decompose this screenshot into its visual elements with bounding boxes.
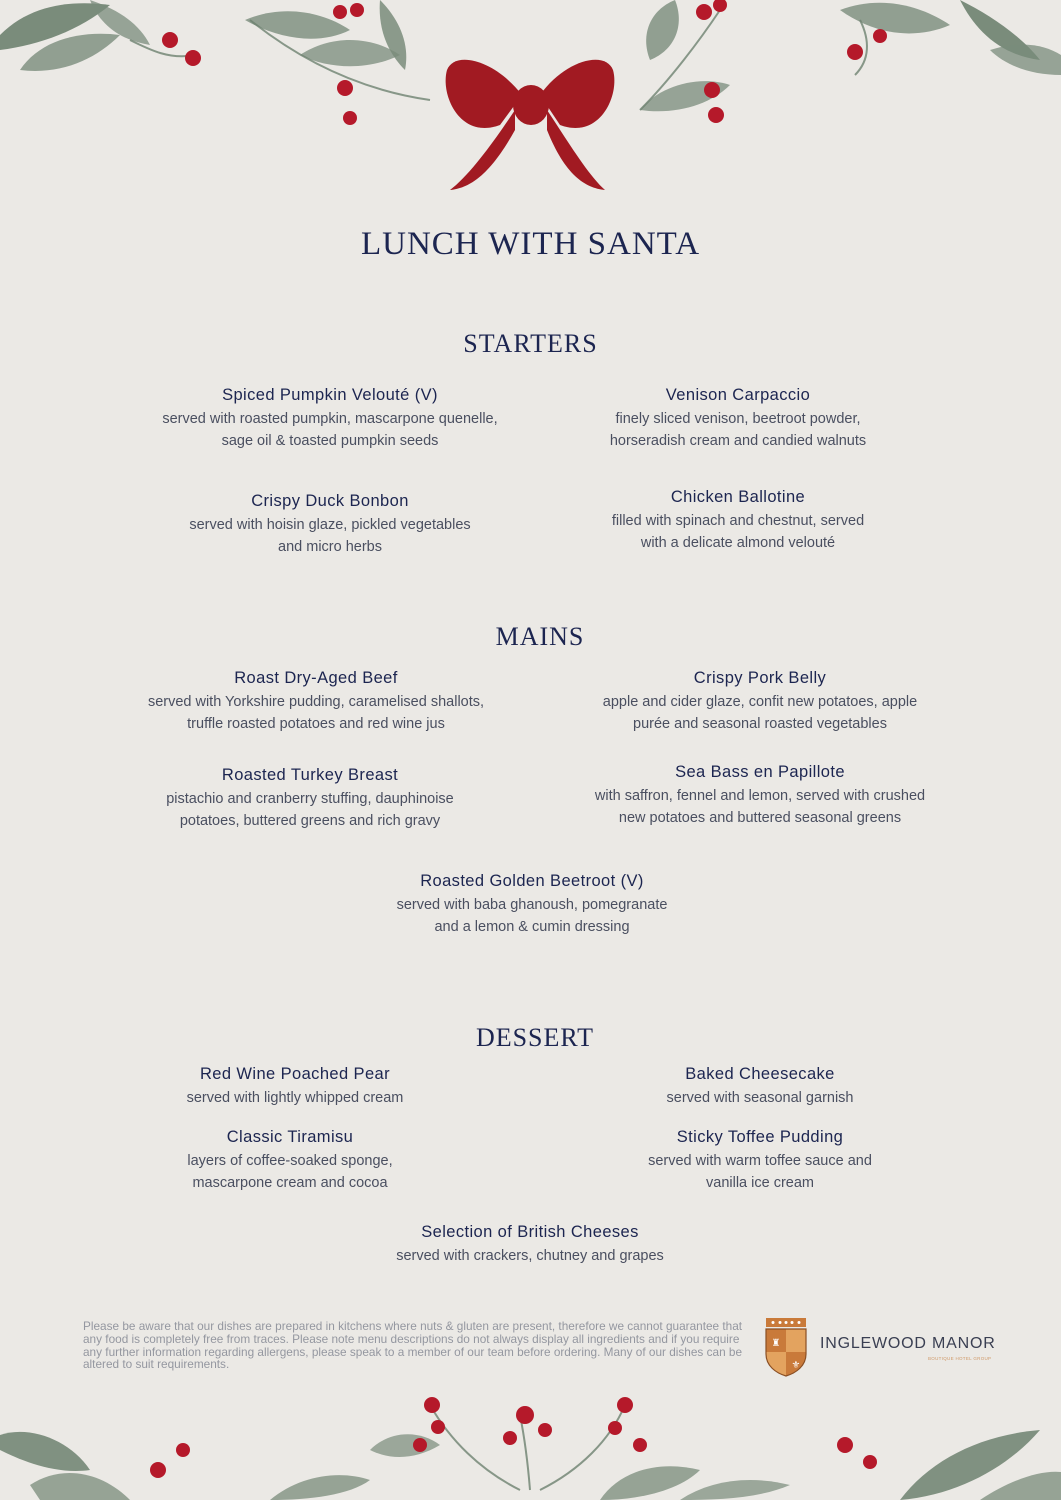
menu-item <box>120 384 540 452</box>
item-description: served with crackers, chutney and grapes <box>396 1248 664 1264</box>
item-name: Sea Bass en Papillote <box>675 763 845 781</box>
item-name: Sticky Toffee Pudding <box>676 1128 844 1146</box>
item-name: Selection of British Cheeses <box>421 1223 639 1241</box>
item-name: Red Wine Poached Pear <box>199 1065 390 1083</box>
item-description: served with seasonal garnish <box>666 1090 854 1106</box>
menu-item <box>100 764 520 832</box>
crest-icon <box>762 1316 810 1378</box>
menu-item <box>120 490 540 558</box>
item-description: filled with spinach and chestnut, served with a delicate almond velouté <box>611 513 865 551</box>
brand-logo <box>762 1316 1002 1380</box>
menu-item <box>538 486 938 554</box>
item-name: Roasted Turkey Breast <box>221 766 399 784</box>
item-name: Crispy Pork Belly <box>693 669 827 687</box>
svg-text:⚜: ⚜ <box>791 1360 801 1371</box>
item-description: finely sliced venison, beetroot powder, horseradish cream and candied walnuts <box>609 411 867 449</box>
item-description: with saffron, fennel and lemon, served with crushed new potatoes and buttered seasonal greens <box>594 788 926 826</box>
item-description: apple and cider glaze, confit new potatoes, apple purée and seasonal roasted vegetables <box>602 694 918 732</box>
section-heading-dessert: DESSERT <box>475 1023 595 1052</box>
menu-item <box>106 667 526 735</box>
menu-item <box>322 870 742 938</box>
brand-tagline: BOUTIQUE HOTEL GROUP <box>928 1356 992 1361</box>
item-name: Classic Tiramisu <box>226 1128 354 1146</box>
item-name: Venison Carpaccio <box>665 386 811 404</box>
item-description: served with warm toffee sauce and vanilla ice cream <box>648 1153 872 1191</box>
section-heading-mains: MAINS <box>495 622 585 651</box>
menu-item <box>90 1126 490 1194</box>
item-name: Baked Cheesecake <box>685 1065 835 1083</box>
item-description: served with baba ghanoush, pomegranate and a lemon & cumin dressing <box>396 897 668 935</box>
menu-item <box>560 1063 960 1110</box>
menu-item <box>538 384 938 452</box>
menu-item <box>330 1221 730 1268</box>
item-name: Crispy Duck Bonbon <box>251 492 409 510</box>
item-description: served with Yorkshire pudding, caramelised shallots, truffle roasted potatoes and red wine jus <box>147 694 485 732</box>
bottom-foliage-decoration <box>0 1390 1061 1500</box>
item-description: layers of coffee-soaked sponge, mascarpone cream and cocoa <box>187 1153 393 1191</box>
item-name: Chicken Ballotine <box>670 488 806 506</box>
section-heading-starters: STARTERS <box>463 329 598 358</box>
item-description: served with roasted pumpkin, mascarpone quenelle, sage oil & toasted pumpkin seeds <box>162 411 498 449</box>
allergen-disclaimer: Please be aware that our dishes are prepared in kitchens where nuts & gluten are present, therefore we cannot guarantee that any food is completely free from traces. Please note menu descriptions do not always display all ingredients and if you require any further information regarding allergens, please speak to a member of our team before ordering. Many of our dishes can be altered to suit requirements. <box>83 1319 743 1372</box>
brand-name: INGLEWOOD MANOR <box>820 1335 996 1352</box>
menu-item <box>550 667 970 735</box>
item-name: Roast Dry-Aged Beef <box>234 669 398 687</box>
item-description: served with lightly whipped cream <box>186 1090 404 1106</box>
menu-item <box>550 761 970 829</box>
menu-item <box>560 1126 960 1194</box>
page-title: LUNCH WITH SANTA <box>360 226 701 262</box>
top-foliage-decoration <box>0 0 1061 210</box>
item-name: Roasted Golden Beetroot (V) <box>420 872 644 890</box>
svg-text:♜: ♜ <box>771 1338 781 1349</box>
item-description: served with hoisin glaze, pickled vegetables and micro herbs <box>189 517 471 555</box>
menu-item <box>95 1063 495 1110</box>
item-name: Spiced Pumpkin Velouté (V) <box>222 386 438 404</box>
item-description: pistachio and cranberry stuffing, dauphinoise potatoes, buttered greens and rich gravy <box>166 791 454 829</box>
